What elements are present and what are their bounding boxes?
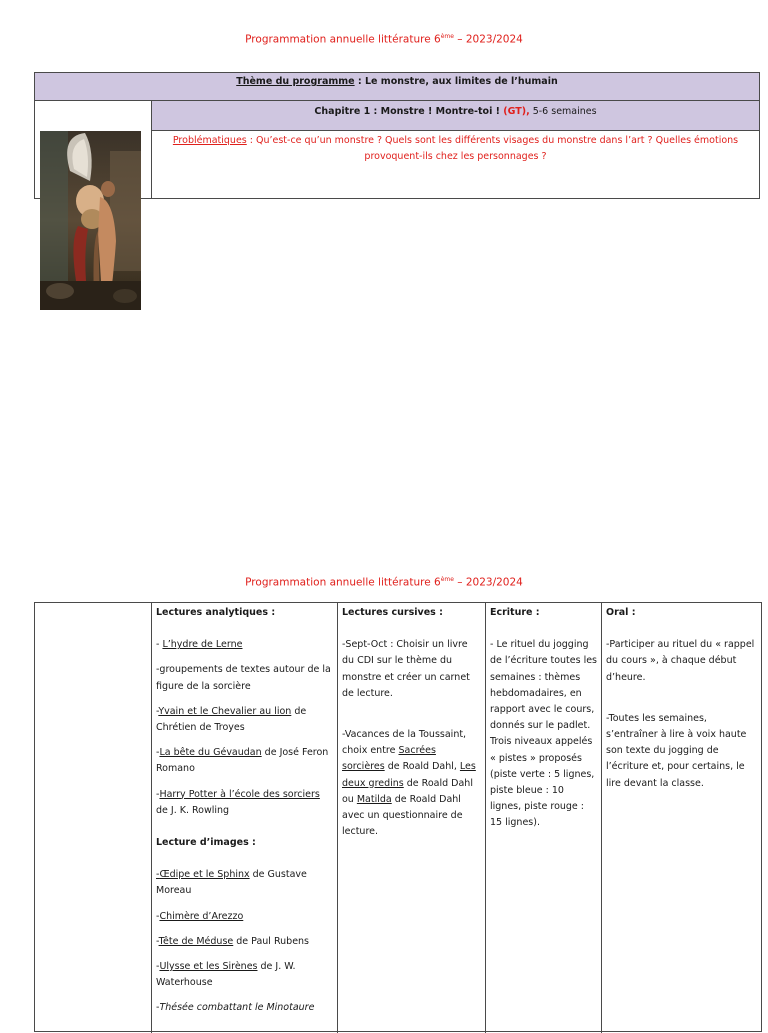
page-title-suffix: – 2023/2024 bbox=[453, 33, 523, 46]
list-item bbox=[156, 867, 334, 899]
list-item bbox=[156, 787, 334, 819]
list-item bbox=[156, 704, 334, 736]
item-prefix: - bbox=[156, 935, 159, 947]
item-author: de Chrétien de Troyes bbox=[156, 705, 307, 734]
item-author: de J. K. Rowling bbox=[156, 804, 230, 816]
item-author: de Gustave Moreau bbox=[156, 869, 307, 897]
cursive-paragraph: -Sept-Oct : Choisir un livre du CDI sur le thème du monstre et créer un carnet de lecture. bbox=[342, 639, 470, 699]
oral-heading: Oral : bbox=[606, 607, 636, 618]
item-title: Tête de Méduse bbox=[158, 935, 234, 947]
program-theme-table bbox=[34, 72, 762, 199]
ecriture-paragraph: - Le rituel du jogging de l’écriture toutes les semaines : thèmes hebdomadaires, en rapport avec le cours, donnés sur le padlet. Trois niveaux appelés « pistes » proposés (piste verte : 5 lignes, piste bleue : 10 lignes, piste rouge : 15 lignes). bbox=[490, 639, 598, 829]
item-text: -groupements de textes autour de la figure de la sorcière bbox=[156, 664, 331, 692]
item-title: Ulysse et les Sirènes bbox=[159, 961, 258, 973]
chapter-title: Chapitre 1 : Monstre ! Montre-toi ! bbox=[314, 106, 504, 117]
item-author: de Paul Rubens bbox=[233, 935, 310, 947]
item-title: Harry Potter à l’école des sorciers bbox=[159, 788, 320, 800]
text: -Vacances de la Toussaint, choix entre bbox=[342, 729, 467, 757]
oral-column bbox=[601, 603, 763, 1033]
item-title: Yvain et le Chevalier au lion bbox=[158, 705, 292, 717]
item-prefix: - bbox=[156, 961, 160, 973]
lectures-analytiques-column bbox=[151, 603, 338, 1033]
text: de Roald Dahl ou bbox=[342, 777, 473, 805]
list-item bbox=[156, 959, 334, 991]
lectures-cursives-heading: Lectures cursives : bbox=[342, 607, 443, 618]
item-title: Œdipe et le Sphinx bbox=[159, 869, 250, 881]
item-prefix: - bbox=[156, 747, 160, 759]
item-title: Chimère d’Arezzo bbox=[159, 910, 244, 922]
page-title bbox=[0, 33, 768, 46]
item-prefix: - bbox=[156, 705, 159, 717]
text: de Roald Dahl avec un questionnaire de lecture. bbox=[342, 793, 463, 838]
list-item bbox=[156, 934, 334, 950]
theme-label: Thème du programme bbox=[236, 76, 355, 87]
activities-table bbox=[34, 602, 762, 1032]
item-title: La bête du Gévaudan bbox=[159, 747, 262, 759]
ecriture-heading: Ecriture : bbox=[490, 607, 540, 618]
item-title: Thésée combattant le Minotaure bbox=[159, 1002, 315, 1014]
oedipus-sphinx-painting bbox=[40, 131, 141, 310]
book-title: Les deux gredins bbox=[342, 761, 476, 789]
chapter-gt: (GT), bbox=[503, 106, 530, 117]
item-author: de J. W. Waterhouse bbox=[156, 961, 296, 989]
book-title: Sacrées sorcières bbox=[342, 745, 436, 773]
item-prefix: - bbox=[156, 639, 163, 651]
list-item bbox=[156, 637, 334, 653]
item-prefix: - bbox=[156, 788, 160, 800]
empty-column bbox=[34, 603, 151, 1033]
lecture-images-heading: Lecture d’images : bbox=[156, 837, 256, 849]
item-author: de José Feron Romano bbox=[156, 747, 329, 775]
spacer bbox=[342, 711, 481, 727]
list-item bbox=[156, 662, 334, 694]
problem-label: Problématiques bbox=[172, 135, 247, 146]
item-prefix: - bbox=[156, 1002, 160, 1014]
chapter-weeks: 5-6 semaines bbox=[529, 106, 597, 117]
lectures-analytiques-heading: Lectures analytiques : bbox=[156, 607, 276, 618]
page-title-repeat bbox=[0, 576, 768, 589]
page-title-sup: ème bbox=[440, 576, 454, 583]
book-title: Matilda bbox=[356, 793, 392, 805]
theme-text: : Le monstre, aux limites de l’humain bbox=[354, 76, 558, 87]
list-item bbox=[156, 909, 334, 925]
item-title: L’hydre de Lerne bbox=[162, 639, 243, 651]
ecriture-column bbox=[485, 603, 602, 1033]
text: de Roald Dahl, bbox=[384, 761, 460, 773]
page-title-prefix: Programmation annuelle littérature 6 bbox=[245, 33, 441, 46]
item-prefix: - bbox=[156, 910, 160, 922]
problem-text: : Qu’est-ce qu’un monstre ? Quels sont les différents visages du monstre dans l’art ? Quelles émotions provoquent-ils chez les personnages ? bbox=[246, 135, 739, 162]
list-item bbox=[156, 745, 334, 777]
oral-paragraph: -Toutes les semaines, s’entraîner à lire à voix haute son texte du jogging de l’écriture et, pour certains, le lire devant la classe. bbox=[606, 712, 747, 789]
spacer bbox=[606, 695, 759, 711]
page-title-sup: ème bbox=[440, 33, 454, 40]
lectures-cursives-column bbox=[337, 603, 485, 1033]
list-item bbox=[156, 1000, 334, 1016]
oral-paragraph: -Participer au rituel du « rappel du cours », à chaque début d’heure. bbox=[606, 639, 755, 683]
chapter-row bbox=[151, 101, 760, 131]
cursive-paragraph bbox=[342, 727, 481, 840]
problem-row bbox=[151, 131, 760, 199]
page-title-prefix: Programmation annuelle littérature 6 bbox=[245, 576, 441, 589]
theme-row bbox=[34, 72, 760, 101]
item-prefix: - bbox=[156, 869, 160, 881]
page-title-suffix: – 2023/2024 bbox=[453, 576, 523, 589]
